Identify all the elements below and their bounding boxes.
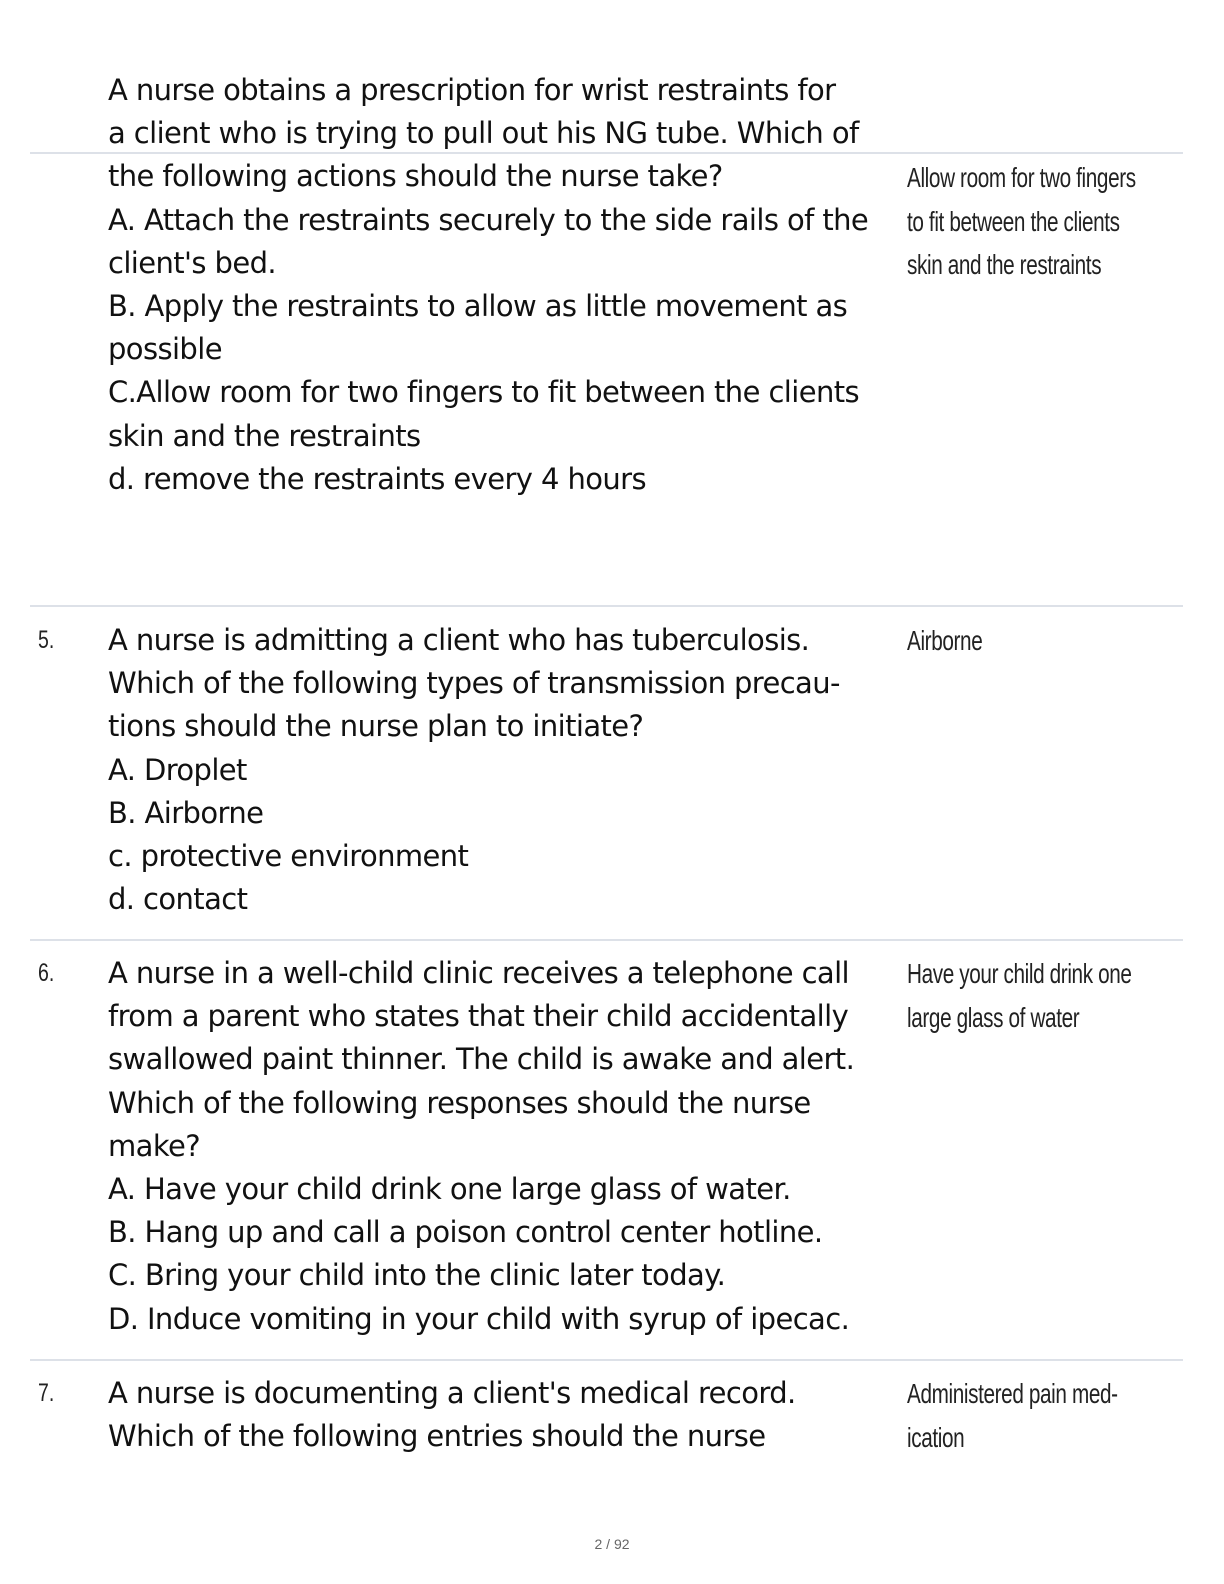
question-line: from a parent who states that their child accidentally <box>108 999 849 1034</box>
answer-text <box>907 156 1151 287</box>
option-line: d. remove the restraints every 4 hours <box>108 461 646 496</box>
option-line: B. Airborne <box>108 795 264 830</box>
question-number: 7. <box>38 1379 55 1407</box>
answer-line: skin and the restraints <box>907 249 1102 280</box>
option-line: A. Have your child drink one large glass of water. <box>108 1171 791 1206</box>
option-line: D. Induce vomiting in your child with syrup of ipecac. <box>108 1301 850 1336</box>
question-text <box>108 1372 898 1458</box>
answer-line: large glass of water <box>907 1001 1080 1033</box>
question-line: A nurse in a well-child clinic receives a telephone call <box>108 956 850 990</box>
option-line: B. Hang up and call a poison control center hotline. <box>108 1215 823 1250</box>
question-line: A nurse is admitting a client who has tuberculosis. <box>108 623 810 657</box>
answer-line: Airborne <box>907 625 983 656</box>
option-line: client's bed. <box>108 245 277 280</box>
question-number: 5. <box>38 626 55 654</box>
question-line: Which of the following types of transmission precau- <box>108 666 840 701</box>
question-text-continued <box>108 69 898 501</box>
question-line: make? <box>108 1128 201 1163</box>
question-text <box>108 619 898 921</box>
option-line: C.Allow room for two fingers to fit between the clients <box>108 375 860 410</box>
question-line: tions should the nurse plan to initiate? <box>108 709 644 744</box>
answer-line: Have your child drink one <box>907 958 1132 989</box>
answer-text <box>907 619 1151 663</box>
question-text <box>108 952 898 1341</box>
answer-line: to fit between the clients <box>907 205 1120 237</box>
option-line: A. Attach the restraints securely to the side rails of the <box>108 202 869 237</box>
option-line: A. Droplet <box>108 752 247 787</box>
answer-line: Allow room for two fingers <box>907 162 1136 193</box>
question-line: a client who is trying to pull out his NG tube. Which of <box>108 116 859 151</box>
answer-line: ication <box>907 1421 965 1453</box>
row-divider <box>30 1359 1183 1361</box>
option-line: possible <box>108 332 222 367</box>
question-line: the following actions should the nurse take? <box>108 159 723 194</box>
page-indicator: 2 / 92 <box>594 1536 630 1552</box>
question-line: Which of the following responses should the nurse <box>108 1085 811 1120</box>
row-divider <box>30 605 1183 607</box>
row-divider <box>30 939 1183 941</box>
option-line: c. protective environment <box>108 838 469 873</box>
answer-text <box>907 952 1151 1039</box>
question-number: 6. <box>38 959 55 987</box>
question-line: A nurse is documenting a client's medical record. <box>108 1376 796 1410</box>
option-line: C. Bring your child into the clinic later today. <box>108 1258 726 1293</box>
option-line: skin and the restraints <box>108 418 421 453</box>
answer-text <box>907 1372 1151 1459</box>
question-line: A nurse obtains a prescription for wrist restraints for <box>108 73 836 107</box>
option-line: d. contact <box>108 882 248 917</box>
answer-line: Administered pain med- <box>907 1378 1118 1409</box>
option-line: B. Apply the restraints to allow as little movement as <box>108 288 848 323</box>
question-line: swallowed paint thinner. The child is awake and alert. <box>108 1042 855 1077</box>
question-line: Which of the following entries should the nurse <box>108 1419 766 1454</box>
